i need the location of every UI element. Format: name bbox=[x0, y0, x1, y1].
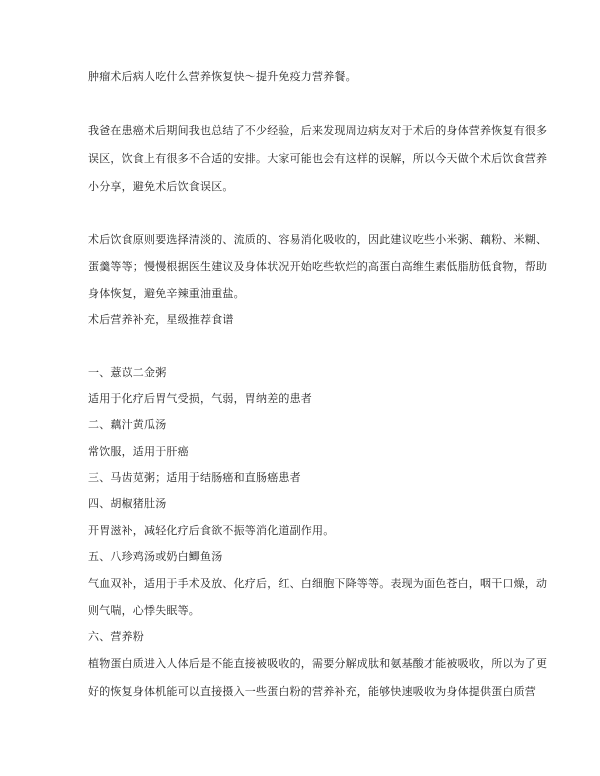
principles-line-2: 蛋羹等等；慢慢根据医生建议及身体状况开始吃些软烂的高蛋白高维生素低脂肪低食物，帮助 bbox=[88, 260, 548, 273]
intro-line-1: 我爸在患癌术后期间我也总结了不少经验，后来发现周边病友对于术后的身体营养恢复有很多 bbox=[88, 124, 548, 137]
principles-line-3: 身体恢复，避免辛辣重油重盐。 bbox=[88, 287, 245, 300]
intro-line-3: 小分享，避免术后饮食误区。 bbox=[88, 180, 234, 193]
recipe-desc-1: 适用于化疗后胃气受损，气弱，胃纳差的患者 bbox=[88, 392, 312, 405]
principles-line-1: 术后饮食原则要选择清淡的、流质的、容易消化吸收的，因此建议吃些小米粥、藕粉、米糊、 bbox=[88, 233, 548, 246]
recipe-desc-5-line-1: 气血双补，适用于手术及放、化疗后，红、白细胞下降等等。表现为面色苍白，咽干口燥，动 bbox=[88, 577, 548, 590]
recipe-title-4: 四、胡椒猪肚汤 bbox=[88, 497, 167, 510]
intro-line-2: 误区，饮食上有很多不合适的安排。大家可能也会有这样的误解，所以今天做个术后饮食营养 bbox=[88, 152, 548, 165]
recipe-title-5: 五、八珍鸡汤或奶白鲫鱼汤 bbox=[88, 550, 223, 563]
recipe-desc-5-line-2: 则气喘，心悸失眠等。 bbox=[88, 604, 200, 617]
recipe-title-2: 二、藕汁黄瓜汤 bbox=[88, 418, 167, 431]
recipe-title-1: 一、薏苡二金粥 bbox=[88, 366, 167, 379]
recipes-heading: 术后营养补充，星级推荐食谱 bbox=[88, 313, 234, 326]
recipe-desc-2: 常饮服，适用于肝癌 bbox=[88, 445, 189, 458]
recipe-title-3: 三、马齿苋粥；适用于结肠癌和直肠癌患者 bbox=[88, 471, 301, 484]
recipe-desc-6-line-1: 植物蛋白质进入人体后是不能直接被吸收的，需要分解成肽和氨基酸才能被吸收，所以为了更 bbox=[88, 657, 548, 670]
recipe-desc-4: 开胃滋补，减轻化疗后食欲不振等消化道副作用。 bbox=[88, 524, 335, 537]
document-title: 肿瘤术后病人吃什么营养恢复快～提升免疫力营养餐。 bbox=[88, 70, 357, 83]
recipe-desc-6-line-2: 好的恢复身体机能可以直接摄入一些蛋白粉的营养补充，能够快速吸收为身体提供蛋白质营 bbox=[88, 685, 536, 698]
recipe-title-6: 六、营养粉 bbox=[88, 630, 144, 643]
